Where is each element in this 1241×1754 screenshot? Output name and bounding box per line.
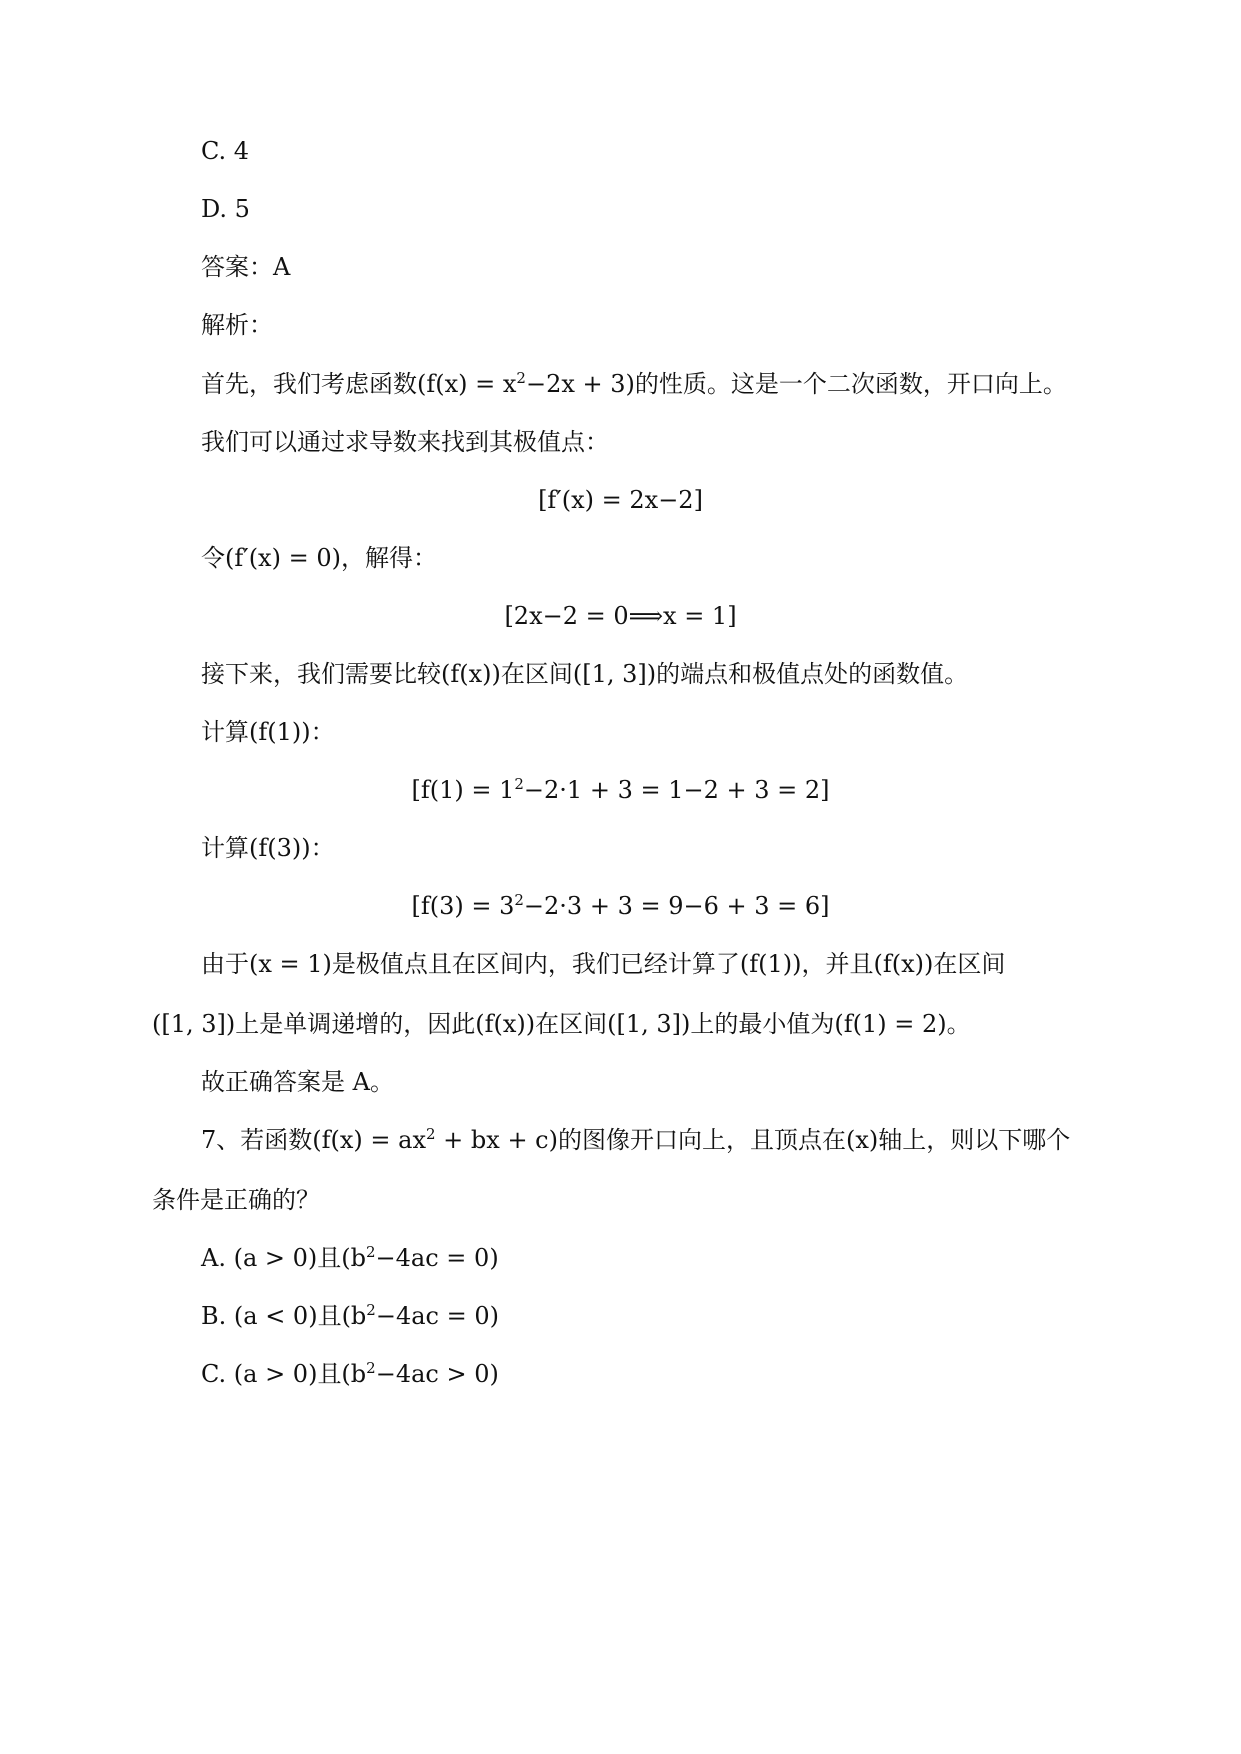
analysis-paragraph-5-line-2: ([1, 3])上是单调递增的，因此(f(x))在区间([1, 3])上的最小值为(f(1) = 2)。	[152, 1010, 971, 1038]
correct-answer-statement: 故正确答案是 A。	[201, 1068, 394, 1096]
option-b: B. (a < 0)且$(b^2-4ac = 0)$	[201, 1301, 499, 1330]
equation-f3: $[f(3) = 3^2-2\cdot 3 + 3 = 9-6 + 3 = 6]$	[411, 891, 830, 920]
analysis-paragraph-1: 首先，我们考虑函数$(f(x) = x^2-2x + 3)$的性质。这是一个二次函数，开口向上。	[201, 369, 1067, 398]
compute-f3-label: 计算(f(3))：	[201, 834, 335, 862]
answer-label: 答案：A	[201, 253, 291, 281]
option-a: A. (a > 0)且$(b^2-4ac = 0)$	[201, 1243, 499, 1272]
analysis-paragraph-4: 接下来，我们需要比较(f(x))在区间([1, 3])的端点和极值点处的函数值。	[201, 660, 969, 688]
option-c-previous: C. 4	[201, 137, 250, 165]
option-d-previous: D. 5	[201, 195, 250, 223]
analysis-label: 解析：	[201, 311, 273, 339]
question-7-line-2: 条件是正确的？	[152, 1186, 320, 1214]
equation-derivative: [f′(x) = 2x−2]	[538, 486, 703, 514]
compute-f1-label: 计算(f(1))：	[201, 718, 335, 746]
question-7-line-1: 7、若函数($f(x) = ax^2$ + bx + c)的图像开口向上，且顶点在(x)轴上，则以下哪个	[201, 1125, 1071, 1154]
equation-solve: [2x−2 = 0⟹x = 1]	[504, 602, 737, 630]
analysis-paragraph-3: 令(f′(x) = 0)，解得：	[201, 544, 437, 572]
analysis-paragraph-5-line-1: 由于(x = 1)是极值点且在区间内，我们已经计算了(f(1))，并且(f(x))在区间	[201, 950, 1006, 978]
analysis-paragraph-2: 我们可以通过求导数来找到其极值点：	[201, 428, 609, 456]
equation-f1: $[f(1) = 1^2-2\cdot 1 + 3 = 1-2 + 3 = 2]$	[411, 775, 830, 804]
option-c: C. (a > 0)且$(b^2-4ac > 0)$	[201, 1359, 499, 1388]
